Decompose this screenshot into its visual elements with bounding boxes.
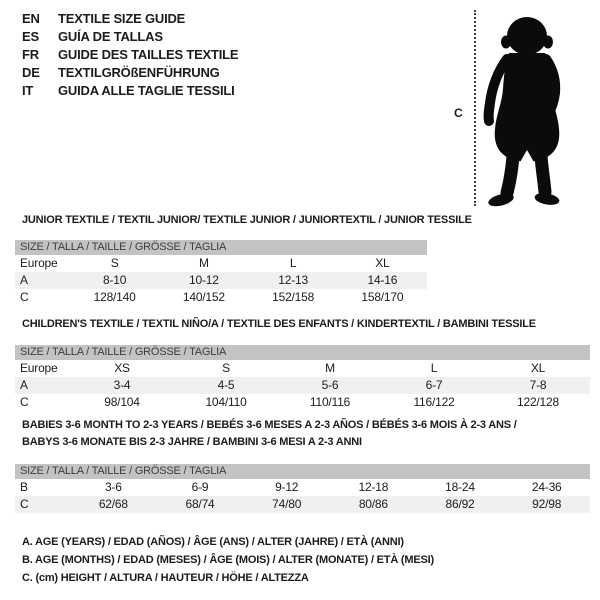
section-title-line: JUNIOR TEXTILE / TEXTIL JUNIOR/ TEXTILE JUNIOR / JUNIORTEXTIL / JUNIOR TESSILE (22, 214, 472, 226)
section-title-line: BABYS 3-6 MONATE BIS 2-3 JAHRE / BAMBINI 3-6 MESI A 2-3 ANNI (22, 436, 362, 448)
table-cell: 24-36 (531, 480, 562, 494)
table-cell: 12-18 (358, 480, 389, 494)
language-row-en (22, 10, 238, 28)
language-title-list (22, 10, 238, 100)
section-title-line: BABIES 3-6 MONTH TO 2-3 YEARS / BEBÉS 3-6 MESES A 2-3 AÑOS / BÉBÉS 3-6 MOIS À 2-3 ANS / (22, 419, 517, 431)
baby-figure (452, 6, 598, 213)
table-cell: S (110, 256, 119, 270)
row-label: C (20, 290, 29, 304)
table-row-europe (15, 360, 590, 377)
row-label: Europe (20, 361, 58, 375)
language-title: TEXTILGRÖßENFÜHRUNG (58, 65, 220, 80)
row-label: C (20, 497, 29, 511)
table-cell: 3-6 (104, 480, 122, 494)
section-title (15, 212, 590, 229)
footnote-c: C. (cm) HEIGHT / ALTURA / HAUTEUR / HÖHE / ALTEZZA (22, 572, 309, 584)
table-cell: 80/86 (358, 497, 388, 511)
height-measure-label: C (454, 106, 463, 120)
table-cell: 152/158 (272, 290, 315, 304)
table-cell: 140/152 (182, 290, 225, 304)
row-label: C (20, 395, 29, 409)
footnote-a: A. AGE (YEARS) / EDAD (AÑOS) / ÂGE (ANS) / ALTER (JAHRE) / ETÀ (ANNI) (22, 536, 404, 548)
table-cell: 128/140 (93, 290, 136, 304)
language-row-it (22, 82, 238, 100)
row-label: Europe (20, 256, 58, 270)
language-code: IT (22, 83, 34, 98)
table-row-b (15, 479, 590, 496)
language-title: GUÍA DE TALLAS (58, 29, 163, 44)
language-code: DE (22, 65, 40, 80)
table-header-bar: SIZE / TALLA / TAILLE / GRÖSSE / TAGLIA (15, 345, 590, 360)
table-cell: 3-4 (113, 378, 131, 392)
size-section-3 (15, 417, 590, 513)
table-row-a (15, 272, 427, 289)
table-row-c (15, 496, 590, 513)
table-cell: 6-9 (191, 480, 209, 494)
table-cell: 7-8 (529, 378, 547, 392)
table-cell: 12-13 (278, 273, 308, 287)
language-code: EN (22, 11, 40, 26)
table-cell: XS (114, 361, 130, 375)
table-cell: 14-16 (367, 273, 398, 287)
language-row-es (22, 28, 238, 46)
row-label: B (20, 480, 28, 494)
language-title: GUIDA ALLE TAGLIE TESSILI (58, 83, 235, 98)
height-dotted-line (474, 10, 476, 206)
language-title: GUIDE DES TAILLES TEXTILE (58, 47, 239, 62)
table-cell: 68/74 (185, 497, 215, 511)
table-row-europe (15, 255, 427, 272)
section-title (15, 417, 590, 451)
size-table (15, 464, 590, 513)
language-title: TEXTILE SIZE GUIDE (58, 11, 186, 26)
table-cell: M (325, 361, 335, 375)
table-cell: 74/80 (272, 497, 302, 511)
row-label: A (20, 378, 28, 392)
table-cell: L (289, 256, 297, 270)
table-row-c (15, 289, 427, 306)
size-section-1 (15, 212, 590, 306)
size-table (15, 240, 427, 306)
row-label: A (20, 273, 28, 287)
table-cell: 122/128 (517, 395, 559, 409)
table-cell: 4-5 (217, 378, 235, 392)
section-title-line: CHILDREN'S TEXTILE / TEXTIL NIÑO/A / TEXTILE DES ENFANTS / KINDERTEXTIL / BAMBINI TESSILE (22, 318, 536, 330)
language-code: FR (22, 47, 39, 62)
table-cell: 5-6 (321, 378, 339, 392)
language-row-de (22, 64, 238, 82)
table-cell: XL (530, 361, 546, 375)
table-cell: 158/170 (361, 290, 404, 304)
language-row-fr (22, 46, 238, 64)
table-row-c (15, 394, 590, 411)
footnotes (22, 533, 434, 587)
table-header-bar: SIZE / TALLA / TAILLE / GRÖSSE / TAGLIA (15, 240, 427, 255)
table-cell: 116/122 (413, 395, 455, 409)
table-header-bar: SIZE / TALLA / TAILLE / GRÖSSE / TAGLIA (15, 464, 590, 479)
table-cell: XL (375, 256, 390, 270)
table-cell: 92/98 (532, 497, 562, 511)
table-cell: S (222, 361, 230, 375)
table-cell: 9-12 (275, 480, 299, 494)
table-cell: 18-24 (445, 480, 475, 494)
table-cell: M (198, 256, 209, 270)
size-section-2 (15, 316, 590, 411)
table-cell: 86/92 (445, 497, 475, 511)
table-cell: 6-7 (425, 378, 443, 392)
table-row-a (15, 377, 590, 394)
baby-silhouette-icon (482, 11, 594, 211)
table-cell: 8-10 (103, 273, 127, 287)
footnote-b: B. AGE (MONTHS) / EDAD (MESES) / ÂGE (MOIS) / ALTER (MONATE) / ETÀ (MESI) (22, 554, 434, 566)
table-cell: 110/116 (309, 395, 351, 409)
table-cell: 98/104 (104, 395, 140, 409)
section-title (15, 316, 590, 333)
table-cell: 10-12 (189, 273, 219, 287)
table-cell: 62/68 (98, 497, 128, 511)
table-cell: L (430, 361, 438, 375)
language-code: ES (22, 29, 39, 44)
table-cell: 104/110 (205, 395, 247, 409)
size-table (15, 345, 590, 411)
